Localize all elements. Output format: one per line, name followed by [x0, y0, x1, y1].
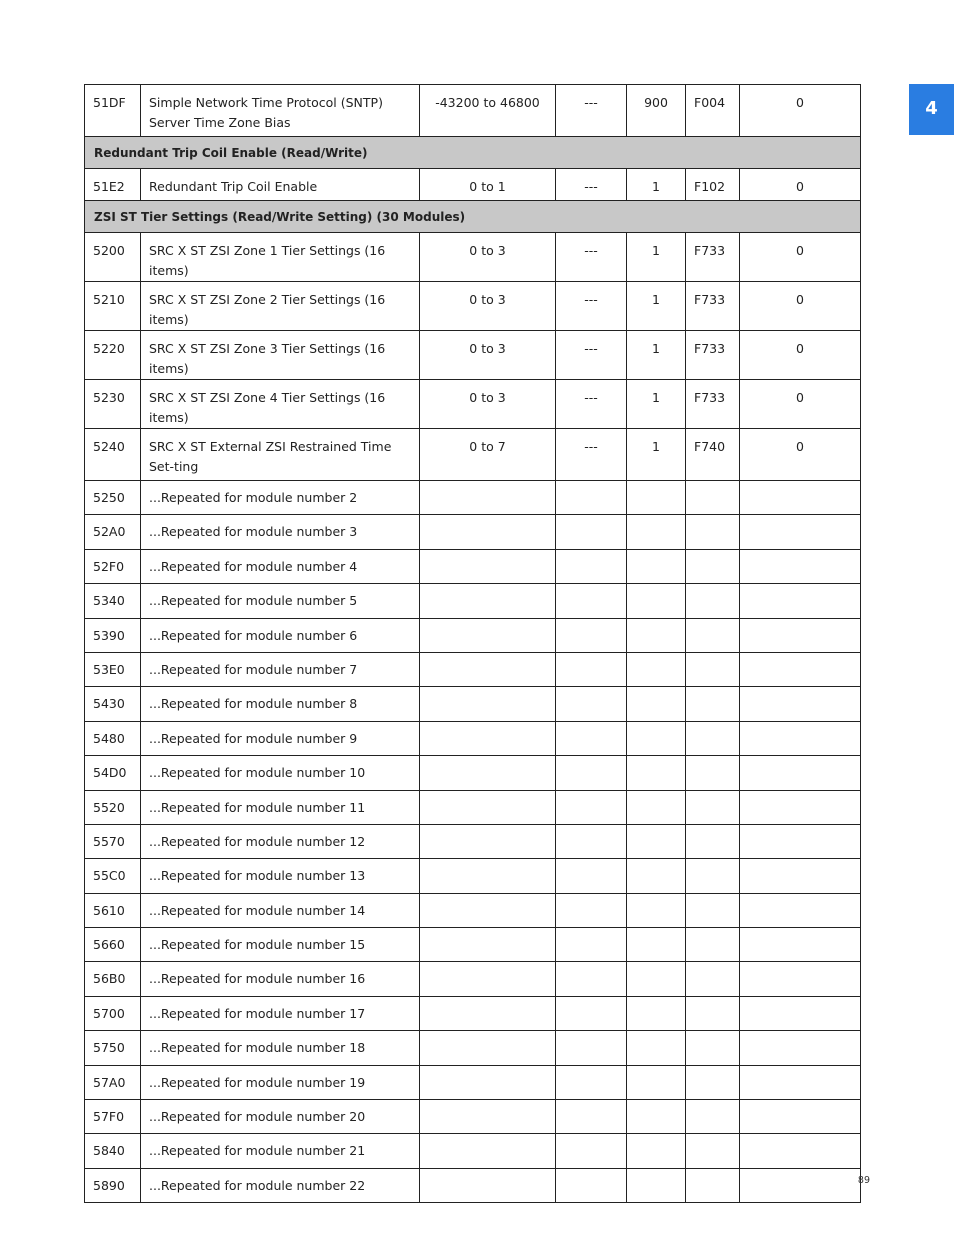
cell-units: --- — [556, 169, 627, 201]
cell-format: F733 — [686, 331, 740, 380]
cell-format — [686, 859, 740, 893]
cell-address: 5210 — [85, 282, 141, 331]
table-row — [85, 549, 861, 583]
cell-address: 5390 — [85, 618, 141, 652]
cell-format: F733 — [686, 282, 740, 331]
cell-description: SRC X ST ZSI Zone 1 Tier Settings (16 items) — [141, 233, 420, 282]
cell-format — [686, 515, 740, 549]
cell-step — [627, 652, 686, 686]
cell-step — [627, 1168, 686, 1202]
cell-units — [556, 790, 627, 824]
section-title: Redundant Trip Coil Enable (Read/Write) — [85, 137, 861, 169]
table-row — [85, 756, 861, 790]
cell-units — [556, 721, 627, 755]
cell-range — [420, 756, 556, 790]
table-row — [85, 1065, 861, 1099]
table-row — [85, 1031, 861, 1065]
cell-address: 5750 — [85, 1031, 141, 1065]
cell-format — [686, 1031, 740, 1065]
table-row — [85, 652, 861, 686]
cell-units: --- — [556, 429, 627, 481]
cell-step: 1 — [627, 331, 686, 380]
cell-default — [740, 1134, 861, 1168]
cell-description: ...Repeated for module number 8 — [141, 687, 420, 721]
cell-address: 5430 — [85, 687, 141, 721]
cell-units — [556, 515, 627, 549]
cell-description: ...Repeated for module number 12 — [141, 824, 420, 858]
cell-units — [556, 928, 627, 962]
cell-range — [420, 996, 556, 1030]
cell-step — [627, 1031, 686, 1065]
cell-address: 5200 — [85, 233, 141, 282]
table-row — [85, 481, 861, 515]
cell-description: ...Repeated for module number 22 — [141, 1168, 420, 1202]
cell-units — [556, 481, 627, 515]
cell-units: --- — [556, 282, 627, 331]
cell-range: 0 to 7 — [420, 429, 556, 481]
cell-description: ...Repeated for module number 21 — [141, 1134, 420, 1168]
cell-default — [740, 790, 861, 824]
cell-format — [686, 928, 740, 962]
cell-address: 57F0 — [85, 1100, 141, 1134]
cell-step — [627, 859, 686, 893]
cell-default — [740, 618, 861, 652]
cell-range — [420, 1031, 556, 1065]
cell-step: 1 — [627, 169, 686, 201]
cell-description: ...Repeated for module number 2 — [141, 481, 420, 515]
table-row — [85, 282, 861, 331]
table-row — [85, 721, 861, 755]
cell-units — [556, 824, 627, 858]
cell-range — [420, 687, 556, 721]
cell-description: ...Repeated for module number 14 — [141, 893, 420, 927]
cell-description: SRC X ST ZSI Zone 2 Tier Settings (16 items) — [141, 282, 420, 331]
table-row — [85, 962, 861, 996]
cell-units — [556, 687, 627, 721]
cell-step: 1 — [627, 429, 686, 481]
cell-units — [556, 1065, 627, 1099]
cell-description: ...Repeated for module number 6 — [141, 618, 420, 652]
cell-units: --- — [556, 85, 627, 137]
cell-description: ...Repeated for module number 7 — [141, 652, 420, 686]
cell-format: F740 — [686, 429, 740, 481]
cell-format: F733 — [686, 380, 740, 429]
cell-step — [627, 687, 686, 721]
cell-step: 1 — [627, 233, 686, 282]
cell-address: 5230 — [85, 380, 141, 429]
cell-units — [556, 859, 627, 893]
cell-description: ...Repeated for module number 10 — [141, 756, 420, 790]
cell-description: ...Repeated for module number 11 — [141, 790, 420, 824]
cell-step — [627, 824, 686, 858]
cell-default — [740, 1031, 861, 1065]
cell-step — [627, 893, 686, 927]
table-row — [85, 618, 861, 652]
cell-step — [627, 584, 686, 618]
cell-range — [420, 652, 556, 686]
cell-description: ...Repeated for module number 20 — [141, 1100, 420, 1134]
cell-default — [740, 893, 861, 927]
cell-range — [420, 962, 556, 996]
cell-description: SRC X ST External ZSI Restrained Time Set-ting — [141, 429, 420, 481]
cell-description: ...Repeated for module number 5 — [141, 584, 420, 618]
table-row — [85, 515, 861, 549]
table-row — [85, 169, 861, 201]
cell-format — [686, 790, 740, 824]
table-row — [85, 928, 861, 962]
cell-step — [627, 1065, 686, 1099]
cell-units — [556, 618, 627, 652]
cell-format — [686, 996, 740, 1030]
section-header-row — [85, 137, 861, 169]
cell-address: 51DF — [85, 85, 141, 137]
cell-default — [740, 687, 861, 721]
cell-range — [420, 1100, 556, 1134]
cell-format — [686, 893, 740, 927]
cell-range — [420, 893, 556, 927]
cell-format — [686, 962, 740, 996]
cell-step — [627, 1100, 686, 1134]
cell-range — [420, 584, 556, 618]
cell-range — [420, 1065, 556, 1099]
table-row — [85, 1134, 861, 1168]
cell-step — [627, 756, 686, 790]
cell-range: -43200 to 46800 — [420, 85, 556, 137]
table-row — [85, 824, 861, 858]
cell-default — [740, 859, 861, 893]
cell-default — [740, 962, 861, 996]
table-row — [85, 893, 861, 927]
cell-range: 0 to 1 — [420, 169, 556, 201]
cell-address: 5840 — [85, 1134, 141, 1168]
cell-default: 0 — [740, 429, 861, 481]
cell-range — [420, 1134, 556, 1168]
register-table — [84, 84, 861, 1203]
cell-address: 5340 — [85, 584, 141, 618]
cell-description: ...Repeated for module number 13 — [141, 859, 420, 893]
cell-format — [686, 687, 740, 721]
cell-format — [686, 756, 740, 790]
cell-address: 5700 — [85, 996, 141, 1030]
cell-format — [686, 549, 740, 583]
cell-default — [740, 996, 861, 1030]
cell-step: 1 — [627, 380, 686, 429]
cell-default: 0 — [740, 233, 861, 282]
cell-units — [556, 962, 627, 996]
cell-description: ...Repeated for module number 3 — [141, 515, 420, 549]
cell-description: SRC X ST ZSI Zone 4 Tier Settings (16 items) — [141, 380, 420, 429]
chapter-tab[interactable]: 4 — [909, 84, 954, 135]
cell-units — [556, 1134, 627, 1168]
cell-step — [627, 928, 686, 962]
cell-units — [556, 549, 627, 583]
cell-step — [627, 962, 686, 996]
cell-address: 52F0 — [85, 549, 141, 583]
cell-format — [686, 481, 740, 515]
cell-default: 0 — [740, 169, 861, 201]
cell-units — [556, 1100, 627, 1134]
cell-format: F733 — [686, 233, 740, 282]
cell-step — [627, 549, 686, 583]
cell-default — [740, 756, 861, 790]
cell-format — [686, 618, 740, 652]
cell-format — [686, 824, 740, 858]
cell-description: Redundant Trip Coil Enable — [141, 169, 420, 201]
cell-range: 0 to 3 — [420, 233, 556, 282]
cell-range — [420, 481, 556, 515]
cell-step — [627, 618, 686, 652]
cell-range — [420, 859, 556, 893]
page-number: 89 — [857, 1175, 870, 1186]
cell-range — [420, 515, 556, 549]
cell-default — [740, 824, 861, 858]
cell-format: F102 — [686, 169, 740, 201]
cell-units: --- — [556, 380, 627, 429]
table-row — [85, 790, 861, 824]
table-row — [85, 233, 861, 282]
table-row — [85, 1168, 861, 1202]
table-row — [85, 380, 861, 429]
cell-description: ...Repeated for module number 9 — [141, 721, 420, 755]
cell-step — [627, 481, 686, 515]
cell-address: 53E0 — [85, 652, 141, 686]
table-row — [85, 85, 861, 137]
cell-default: 0 — [740, 282, 861, 331]
cell-step: 1 — [627, 282, 686, 331]
cell-default — [740, 928, 861, 962]
cell-units — [556, 584, 627, 618]
cell-format: F004 — [686, 85, 740, 137]
cell-address: 5660 — [85, 928, 141, 962]
cell-range: 0 to 3 — [420, 282, 556, 331]
cell-units — [556, 893, 627, 927]
table-row — [85, 331, 861, 380]
cell-units — [556, 1031, 627, 1065]
table-row — [85, 859, 861, 893]
cell-address: 5240 — [85, 429, 141, 481]
cell-address: 5220 — [85, 331, 141, 380]
table-row — [85, 1100, 861, 1134]
cell-address: 5890 — [85, 1168, 141, 1202]
cell-step — [627, 721, 686, 755]
section-header-row — [85, 201, 861, 233]
cell-range — [420, 618, 556, 652]
cell-range — [420, 1168, 556, 1202]
cell-range — [420, 549, 556, 583]
cell-address: 57A0 — [85, 1065, 141, 1099]
cell-format — [686, 1168, 740, 1202]
cell-format — [686, 652, 740, 686]
cell-format — [686, 1065, 740, 1099]
cell-units — [556, 996, 627, 1030]
cell-units — [556, 652, 627, 686]
cell-address: 56B0 — [85, 962, 141, 996]
cell-address: 54D0 — [85, 756, 141, 790]
cell-format — [686, 721, 740, 755]
cell-default — [740, 515, 861, 549]
cell-default: 0 — [740, 380, 861, 429]
cell-address: 52A0 — [85, 515, 141, 549]
cell-format — [686, 1100, 740, 1134]
cell-address: 5570 — [85, 824, 141, 858]
cell-step — [627, 1134, 686, 1168]
cell-description: ...Repeated for module number 15 — [141, 928, 420, 962]
cell-address: 5250 — [85, 481, 141, 515]
cell-range: 0 to 3 — [420, 331, 556, 380]
cell-range — [420, 928, 556, 962]
cell-address: 51E2 — [85, 169, 141, 201]
cell-units: --- — [556, 233, 627, 282]
table-row — [85, 429, 861, 481]
cell-default — [740, 584, 861, 618]
section-title: ZSI ST Tier Settings (Read/Write Setting) (30 Modules) — [85, 201, 861, 233]
cell-description: ...Repeated for module number 19 — [141, 1065, 420, 1099]
cell-range — [420, 824, 556, 858]
cell-address: 5610 — [85, 893, 141, 927]
cell-range: 0 to 3 — [420, 380, 556, 429]
cell-step — [627, 515, 686, 549]
cell-step — [627, 996, 686, 1030]
cell-description: Simple Network Time Protocol (SNTP) Server Time Zone Bias — [141, 85, 420, 137]
cell-description: SRC X ST ZSI Zone 3 Tier Settings (16 items) — [141, 331, 420, 380]
cell-default — [740, 481, 861, 515]
cell-default — [740, 549, 861, 583]
cell-format — [686, 584, 740, 618]
cell-description: ...Repeated for module number 17 — [141, 996, 420, 1030]
cell-default — [740, 1065, 861, 1099]
cell-step: 900 — [627, 85, 686, 137]
cell-default — [740, 721, 861, 755]
cell-units: --- — [556, 331, 627, 380]
cell-description: ...Repeated for module number 4 — [141, 549, 420, 583]
cell-range — [420, 790, 556, 824]
cell-description: ...Repeated for module number 18 — [141, 1031, 420, 1065]
cell-address: 55C0 — [85, 859, 141, 893]
cell-step — [627, 790, 686, 824]
cell-default: 0 — [740, 85, 861, 137]
cell-address: 5480 — [85, 721, 141, 755]
cell-units — [556, 756, 627, 790]
table-row — [85, 584, 861, 618]
cell-default — [740, 652, 861, 686]
cell-range — [420, 721, 556, 755]
cell-address: 5520 — [85, 790, 141, 824]
cell-default: 0 — [740, 331, 861, 380]
cell-format — [686, 1134, 740, 1168]
table-row — [85, 996, 861, 1030]
cell-units — [556, 1168, 627, 1202]
table-row — [85, 687, 861, 721]
cell-default — [740, 1100, 861, 1134]
cell-description: ...Repeated for module number 16 — [141, 962, 420, 996]
